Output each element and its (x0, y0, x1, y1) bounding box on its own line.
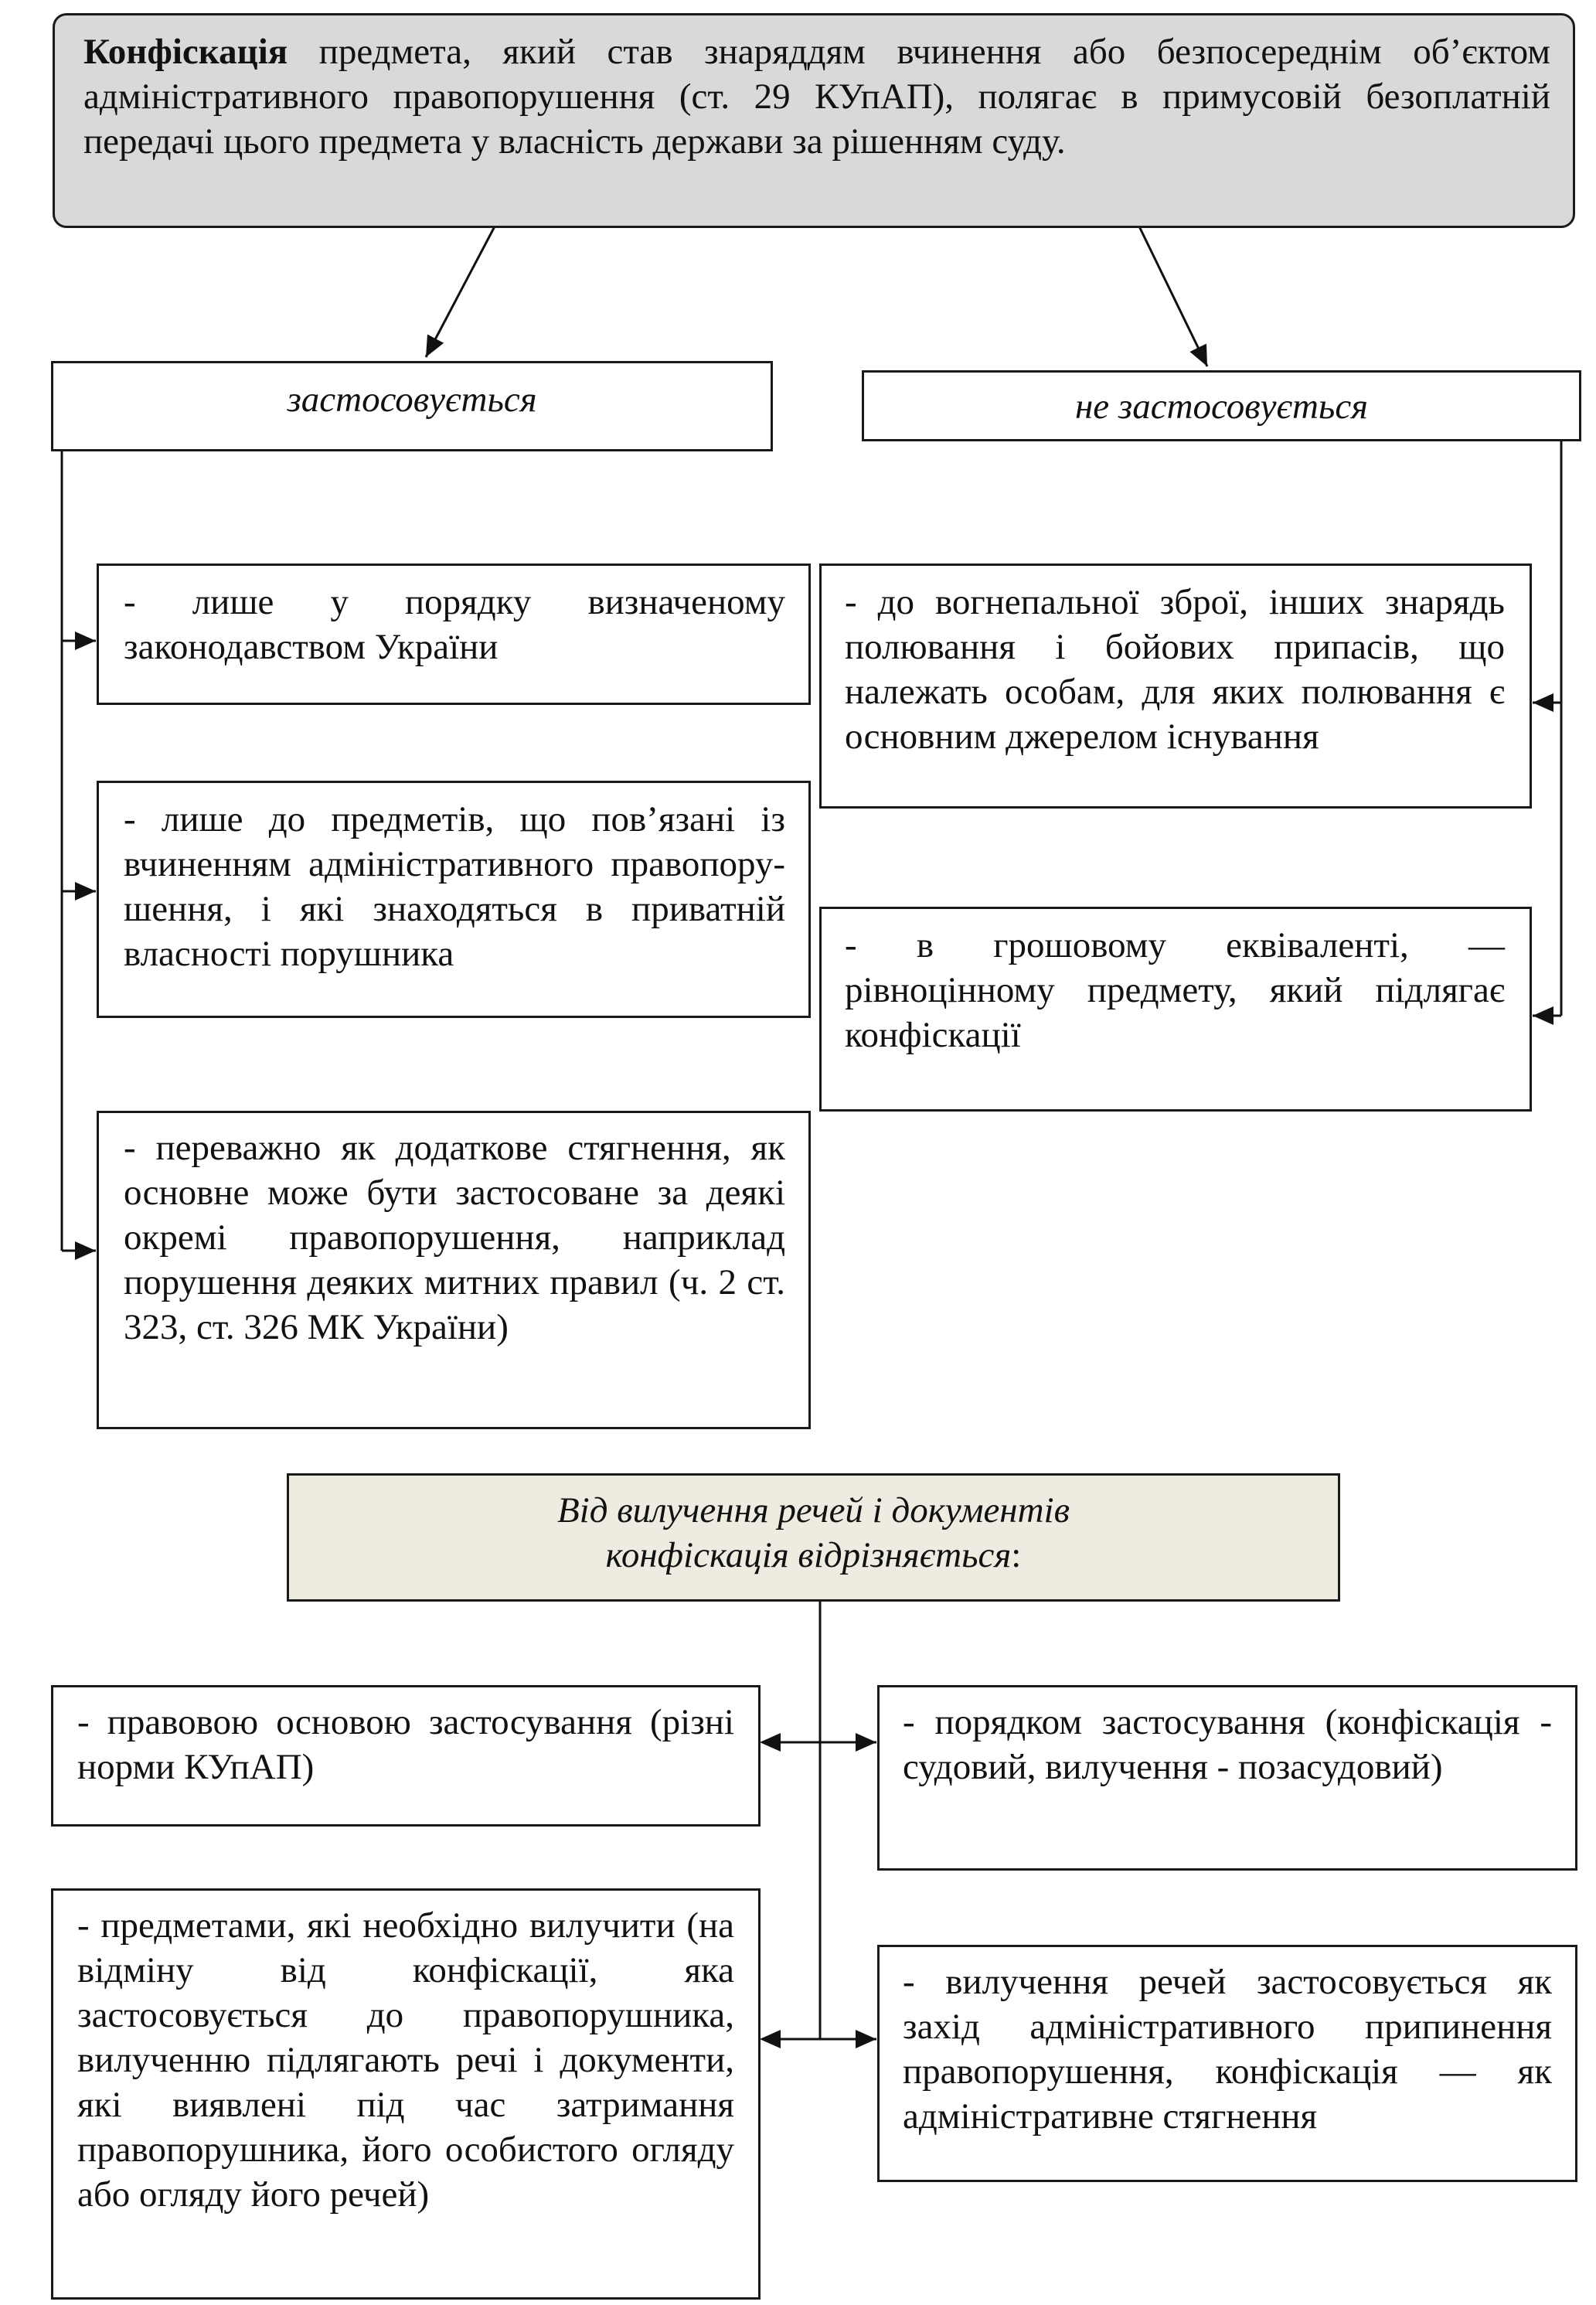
applies-item-2-text: - лише до предметів, що пов’язані із вчиненням адміністративного правопору-шення, і які знаходяться в приватній власності порушника (124, 799, 785, 974)
applies-item-3-text: - переважно як додаткове стягнення, як основне може бути застосоване за деякі окремі правопорушення, наприклад порушення деяких митних правил (ч. 2 ст. 323, ст. 326 МК України) (124, 1128, 785, 1347)
differs-item-4-text: - вилучення речей застосовується як захід адміністративного припинення правопорушення, конфіскація — як адміністративне стягнення (903, 1962, 1552, 2136)
definition-text (83, 29, 1550, 164)
differs-item-3-text: - предметами, які необхідно вилучити (на відміну від конфіскації, яка застосовується до правопорушника, вилученню підлягають речі і документи, які виявлені під час затримання правопорушника, його особистого огляду або огляду його речей) (77, 1905, 734, 2215)
differs-line-2 (287, 1533, 1340, 1578)
arrow-to-applies (426, 226, 495, 357)
differs-item-2-text: - порядком застосування (конфіскація - судовий, вилучення - позасудовий) (903, 1702, 1552, 1787)
definition-body: предмета, який став знаряддям вчинення або безпосереднім об’єктом адміністративного правопорушення (ст. 29 КУпАП), полягає в примусовій безоплатній передачі цього предмета у власність держави за рішенням суду. (83, 32, 1550, 162)
applies-item-1-text: - лише у порядку визначеному законодавством України (124, 582, 785, 667)
not-applies-item-1-text: - до вогнепальної зброї, інших знарядь полювання і бойових припасів, що належать особам, для яких полювання є основним джерелом існування (845, 582, 1505, 757)
definition-term: Конфіскація (83, 32, 288, 72)
applies-label: застосовується (287, 380, 537, 420)
not-applies-label: не застосовується (1074, 386, 1369, 427)
differs-item-1-text: - правовою основою застосування (різні норми КУпАП) (77, 1702, 734, 1787)
differs-line-1: Від вилучення речей і документів (556, 1490, 1070, 1530)
arrow-to-not-applies (1139, 226, 1207, 366)
differs-line-2-text: конфіскація відрізняється (605, 1535, 1012, 1575)
not-applies-item-2-text: - в грошовому еквіваленті, — рівноцінному предмету, який підлягає конфіскації (845, 925, 1505, 1055)
differs-header-text (287, 1488, 1340, 1578)
differs-line-2-colon: : (1011, 1535, 1022, 1575)
